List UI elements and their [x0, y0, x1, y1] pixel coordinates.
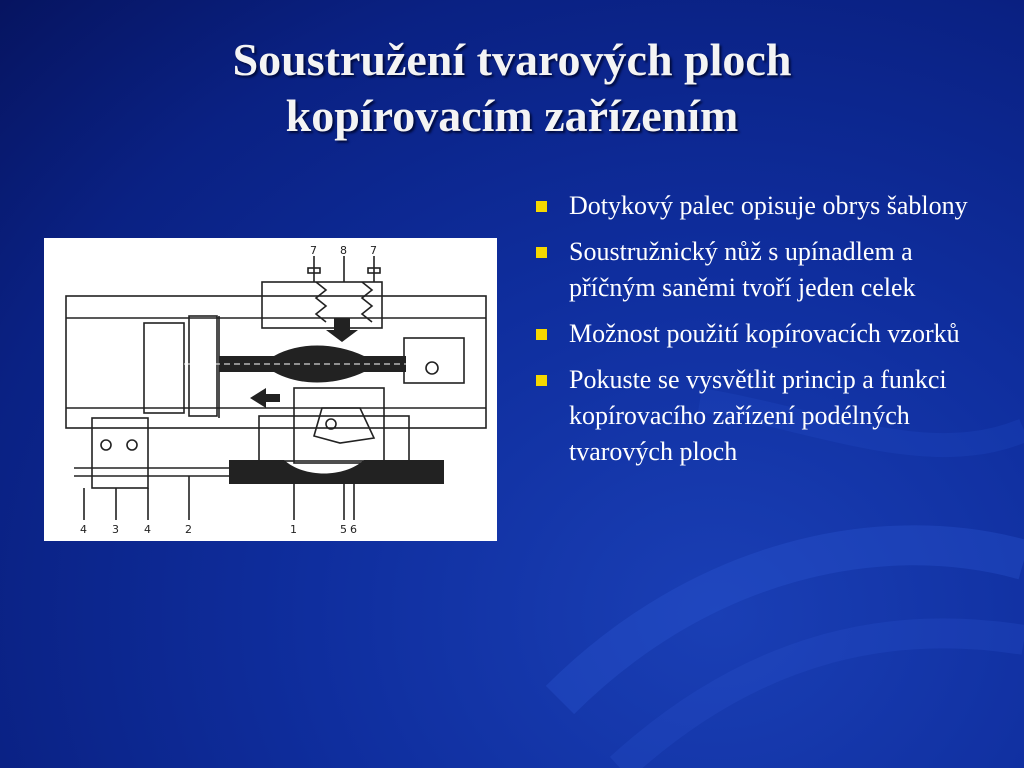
copy-lathe-diagram-drawing	[44, 238, 497, 541]
bullet-item	[534, 362, 974, 470]
square-bullet-icon	[536, 375, 547, 386]
figure-label-8: 8	[340, 244, 347, 257]
figure-label-7b: 7	[370, 244, 377, 257]
bullet-item	[534, 316, 974, 352]
slide-title-line-2: kopírovacím zařízením	[285, 90, 739, 141]
slide-title	[0, 32, 1024, 144]
figure-label-6: 6	[350, 523, 357, 536]
figure-label-3: 3	[112, 523, 119, 536]
figure-label-1: 1	[290, 523, 297, 536]
bullet-item	[534, 234, 974, 306]
bullet-list	[534, 188, 974, 480]
slide-title-line-1: Soustružení tvarových ploch	[232, 34, 792, 85]
bullet-text: Soustružnický nůž s upínadlem a příčným saněmi tvoří jeden celek	[569, 237, 916, 302]
bullet-text: Pokuste se vysvětlit princip a funkci kopírovacího zařízení podélných tvarových ploch	[569, 365, 947, 466]
figure-label-2: 2	[185, 523, 192, 536]
copy-lathe-diagram	[44, 238, 497, 541]
square-bullet-icon	[536, 247, 547, 258]
figure-label-4a: 4	[80, 523, 87, 536]
square-bullet-icon	[536, 329, 547, 340]
bullet-item	[534, 188, 974, 224]
square-bullet-icon	[536, 201, 547, 212]
figure-label-7a: 7	[310, 244, 317, 257]
bullet-text: Možnost použití kopírovacích vzorků	[569, 319, 960, 348]
bullet-text: Dotykový palec opisuje obrys šablony	[569, 191, 968, 220]
figure-label-4b: 4	[144, 523, 151, 536]
figure-label-5: 5	[340, 523, 347, 536]
